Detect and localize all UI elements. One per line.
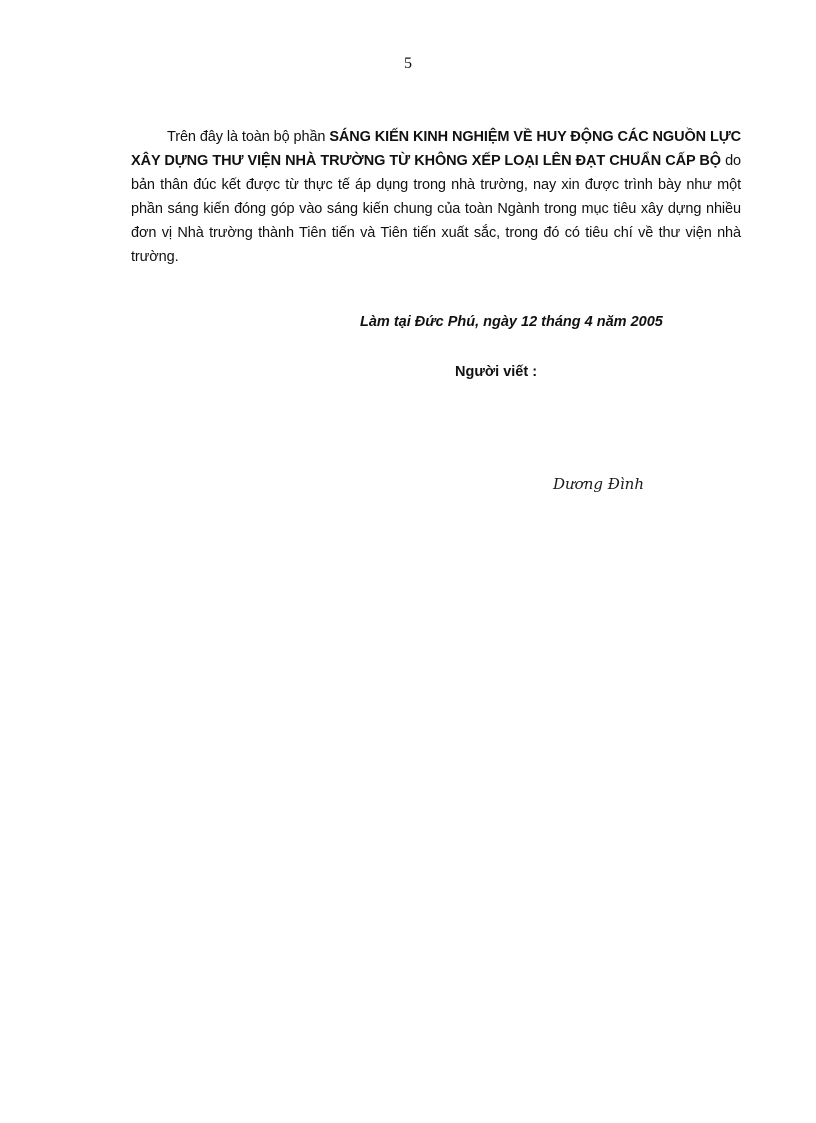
author-label: Người viết : <box>455 364 538 380</box>
initiative-title: SÁNG KIẾN KINH NGHIỆM VỀ HUY ĐỘNG CÁC NGUỒN LỰC XÂY DỰNG THƯ VIỆN NHÀ TRƯỜNG TỪ KHÔNG XẾP LOẠI LÊN ĐẠT CHUẨN CẤP BỘ <box>131 129 741 169</box>
page-number: 5 <box>404 55 412 72</box>
paragraph-intro: Trên đây là toàn bộ phần <box>167 129 330 145</box>
paragraph-rest: do bản thân đúc kết được từ thực tế áp dụng trong nhà trường, nay xin được trình bày như một phần sáng kiến đóng góp vào sáng kiến chung của toàn Ngành trong mục tiêu xây dựng nhiều đơn vị Nhà trường thành Tiên tiến và Tiên tiến xuất sắc, trong đó có tiêu chí về thư viện nhà trường. <box>131 153 741 265</box>
place-date-line: Làm tại Đức Phú, ngày 12 tháng 4 năm 2005 <box>360 314 663 330</box>
handwritten-signature: Dương Đình <box>553 475 644 493</box>
body-paragraph <box>131 125 741 269</box>
